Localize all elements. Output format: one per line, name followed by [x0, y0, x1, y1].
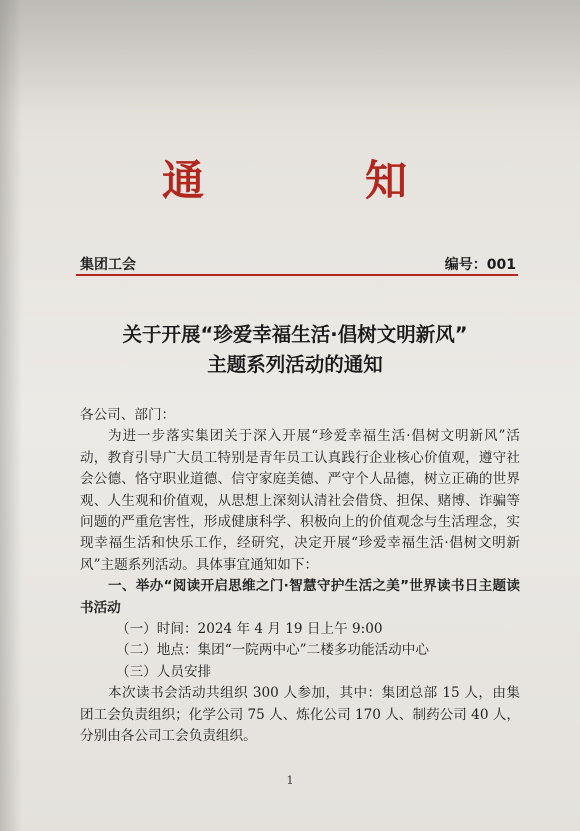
scan-shadow-left	[0, 0, 22, 831]
document-title	[60, 320, 530, 380]
item-time: （一）时间：2024 年 4 月 19 日上午 9:00	[116, 621, 383, 638]
staffing-paragraph: 本次读书会活动共组织 300 人参加，其中：集团总部 15 人，由集团工会负责组织；化学公司 75 人、炼化公司 170 人、制药公司 40 人，分别由各公司工会负责组织。	[80, 685, 520, 745]
document-number: 编号：001	[444, 257, 516, 273]
scan-shadow-top	[0, 0, 580, 110]
title-line-2: 主题系列活动的通知	[207, 353, 383, 376]
intro-paragraph: 为进一步落实集团关于深入开展“珍爱幸福生活·倡树文明新风”活动，教育引导广大员工特别是青年员工认真践行企业核心价值观，遵守社会公德、恪守职业道德、信守家庭美德、严守个人品德，树立正确的世界观、人生观和价值观，从思想上深刻认清社会借贷、担保、赌博、诈骗等问题的严重危害性，形成健康科学、积极向上的价值观念与生活理念，实现幸福生活和快乐工作，经研究，决定开展“珍爱幸福生活·倡树文明新风”主题系列活动。具体事宜通知如下：	[80, 428, 520, 573]
header-char-right: 知	[365, 156, 410, 205]
page-number: 1	[286, 774, 294, 787]
issuer-row	[80, 254, 516, 274]
red-divider	[76, 274, 518, 276]
notice-header	[0, 148, 580, 205]
salutation: 各公司、部门：	[80, 407, 176, 423]
issuer-org: 集团工会	[80, 257, 136, 273]
item-location: （二）地点：集团“一院两中心”二楼多功能活动中心	[116, 642, 429, 659]
document-body	[80, 405, 520, 748]
item-staffing: （三）人员安排	[116, 663, 212, 680]
section-1-title: 一、举办“阅读开启思维之门·智慧守护生活之美”世界读书日主题读书活动	[80, 578, 520, 616]
title-line-1: 关于开展“珍爱幸福生活·倡树文明新风”	[122, 323, 468, 346]
header-char-left: 通	[162, 156, 207, 205]
